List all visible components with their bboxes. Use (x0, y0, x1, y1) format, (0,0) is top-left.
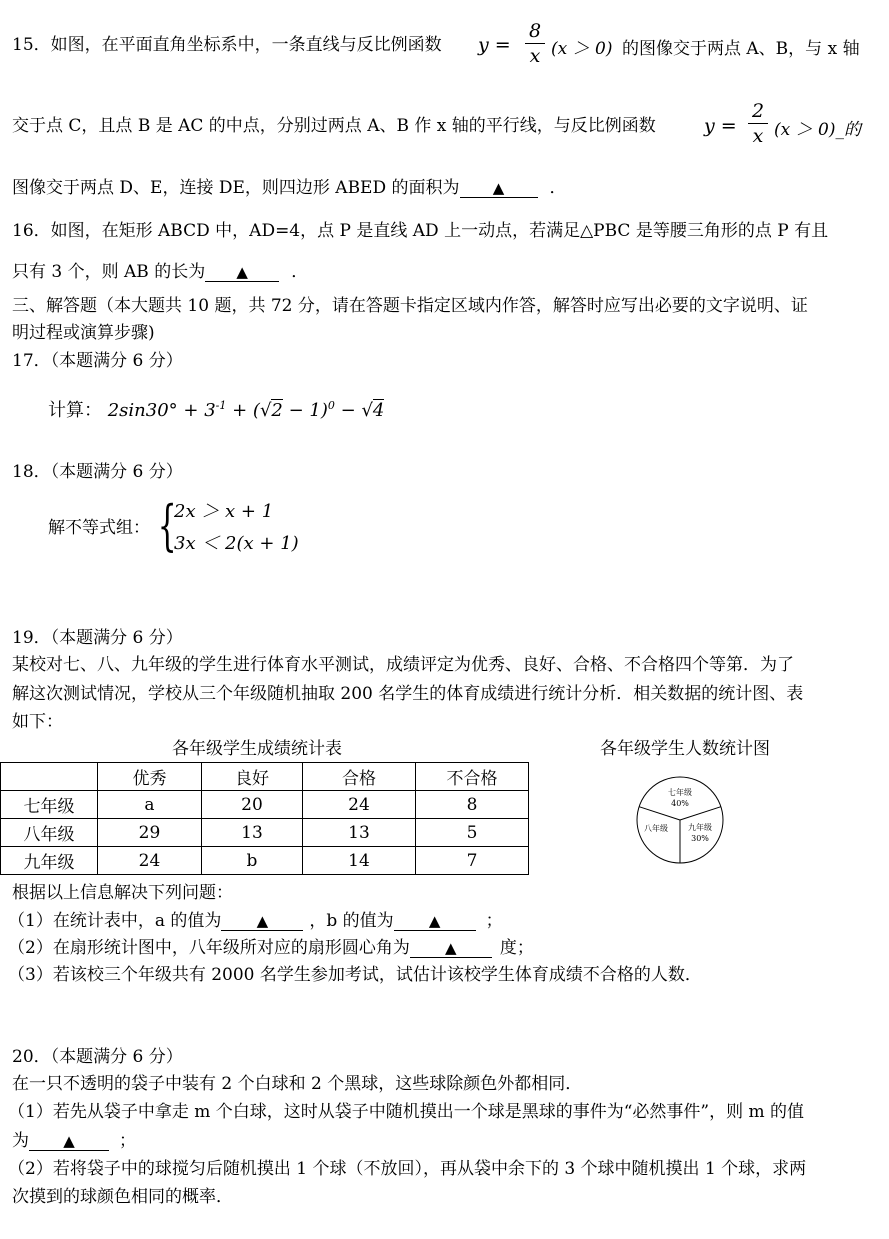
q15-line3 (12, 177, 567, 199)
q17-sqrt2: 2 (271, 400, 283, 421)
q15-func1-fraction (525, 20, 545, 67)
table-header-row (1, 763, 529, 791)
table-cell: 5 (416, 819, 529, 847)
q15-func2-cond: (x ＞ 0)_的 (774, 120, 861, 140)
q15-answer-blank[interactable]: ▲ (460, 179, 538, 198)
q20-line3-a: 为 (12, 1131, 29, 1151)
table-cell: 29 (98, 819, 202, 847)
q17-title: 17．（本题满分 6 分） (12, 351, 183, 371)
pie-label-grade7: 七年级 (668, 788, 692, 797)
q15-func2-fraction (748, 100, 768, 147)
table-cell: b (202, 847, 303, 875)
pie-label-grade9: 九年级 (688, 823, 712, 832)
q18-brace: { (157, 494, 177, 557)
q15-line3-text: 图像交于两点 D、E，连接 DE，则四边形 ABED 的面积为 (12, 178, 460, 198)
q19-b-blank[interactable]: ▲ (394, 912, 476, 931)
q18-ineq2: 3x ＜ 2(x + 1) (174, 533, 299, 554)
grade-pie-chart (630, 775, 730, 865)
q15-func2-num: 2 (751, 100, 765, 122)
q17-expr-exp: -1 (215, 399, 227, 412)
table-row (1, 791, 529, 819)
q20-title: 20．（本题满分 6 分） (12, 1047, 183, 1067)
q15-func1-num: 8 (528, 20, 542, 42)
q18-ineq1: 2x ＞ x + 1 (174, 501, 274, 522)
q15-line2: 交于点 C，且点 B 是 AC 的中点，分别过两点 A、B 作 x 轴的平行线，与反比例函数 (12, 116, 656, 136)
q19-a-blank[interactable]: ▲ (221, 912, 303, 931)
q19-line1: 某校对七、八、九年级的学生进行体育水平测试，成绩评定为优秀、良好、合格、不合格四个等第．为了 (12, 655, 794, 675)
table-cell: 八年级 (1, 819, 98, 847)
q20-m-blank[interactable]: ▲ (29, 1132, 109, 1151)
table-header-cell: 合格 (303, 763, 416, 791)
q20-line5: 次摸到的球颜色相同的概率． (12, 1187, 233, 1207)
q20-line3-b: ； (119, 1131, 136, 1151)
q15-line1 (12, 34, 442, 56)
q16-line2-end: ． (291, 262, 309, 282)
table-cell: 13 (202, 819, 303, 847)
table-cell: 20 (202, 791, 303, 819)
section3-line2: 明过程或演算步骤) (12, 323, 155, 343)
q17-expr-a: 2sin30° + 3 (107, 400, 216, 421)
q15-func2-den: x (752, 125, 764, 147)
q16-answer-blank[interactable]: ▲ (205, 263, 279, 282)
table-cell: 8 (416, 791, 529, 819)
table-cell: 九年级 (1, 847, 98, 875)
q15-func2-y: y = (704, 115, 737, 137)
q19-chart-title: 各年级学生人数统计图 (600, 739, 770, 759)
q15-func1-cond: (x ＞ 0) (551, 39, 613, 59)
q20-line4: （2）若将袋子中的球搅匀后随机摸出 1 个球（不放回），再从袋中余下的 3 个球中随机摸出 1 个球，求两 (8, 1159, 807, 1179)
q19-p1-a: （1）在统计表中，a 的值为 (8, 911, 222, 931)
q18-title: 18．（本题满分 6 分） (12, 462, 183, 482)
table-cell: 24 (98, 847, 202, 875)
q19-line2: 解这次测试情况，学校从三个年级随机抽取 200 名学生的体育成绩进行统计分析．相关数据的统计图、表 (12, 684, 804, 704)
q17-sqrt4: 4 (372, 400, 385, 421)
pie-label-grade8: 八年级 (644, 824, 668, 833)
pie-label-grade7-pct: 40% (671, 799, 689, 808)
table-row (1, 847, 529, 875)
q17-label: 计算： (48, 400, 102, 421)
q20-line1: 在一只不透明的袋子中装有 2 个白球和 2 个黑球，这些球除颜色外都相同． (12, 1074, 583, 1094)
q19-p2-a: （2）在扇形统计图中，八年级所对应的扇形圆心角为 (8, 938, 410, 958)
q15-func1-y: y = (478, 34, 511, 56)
q19-table-title: 各年级学生成绩统计表 (172, 739, 342, 759)
table-header-cell: 不合格 (416, 763, 529, 791)
q19-title: 19．（本题满分 6 分） (12, 628, 183, 648)
q17-expression: 计算： $2\sin 30^\circ + 3^{-1} + (√2 - 1)^0 - √4$ (48, 399, 385, 421)
q16-line2 (12, 261, 308, 283)
q15-line1-b: 的图像交于两点 A、B，与 x 轴 (622, 39, 860, 59)
table-header-cell (1, 763, 98, 791)
table-cell: 13 (303, 819, 416, 847)
q19-line3: 如下： (12, 712, 63, 732)
q19-p1-b: ，b 的值为 (309, 911, 394, 931)
table-cell: 24 (303, 791, 416, 819)
q15-text-a: 15．如图，在平面直角坐标系中，一条直线与反比例函数 (12, 35, 442, 55)
q18-label: 解不等式组： (48, 518, 150, 538)
q17-expr-b: + ( (232, 400, 260, 421)
table-row (1, 819, 529, 847)
q17-expr-d: − (340, 400, 356, 421)
table-header-cell: 良好 (202, 763, 303, 791)
table-cell: 14 (303, 847, 416, 875)
q17-expr-exp2: 0 (327, 399, 335, 412)
q19-part3: （3）若该校三个年级共有 2000 名学生参加考试，试估计该校学生体育成绩不合格的人数． (8, 965, 702, 985)
q19-p1-c: ； (485, 911, 503, 931)
q17-expr-c: − 1) (288, 400, 328, 421)
q19-intro: 根据以上信息解决下列问题： (12, 883, 233, 903)
q19-angle-blank[interactable]: ▲ (410, 939, 492, 958)
q16-line1: 16．如图，在矩形 ABCD 中，AD=4，点 P 是直线 AD 上一动点，若满足△PBC 是等腰三角形的点 P 有且 (12, 221, 829, 241)
table-header-cell: 优秀 (98, 763, 202, 791)
pie-label-grade9-pct: 30% (691, 834, 709, 843)
q15-line3-end: ． (549, 178, 567, 198)
section3-line1: 三、解答题（本大题共 10 题，共 72 分，请在答题卡指定区域内作答，解答时应写出必要的文字说明、证 (12, 296, 808, 316)
q19-part1 (8, 910, 503, 932)
grade-stats-table (0, 762, 529, 875)
table-cell: 七年级 (1, 791, 98, 819)
q19-part2 (8, 937, 534, 959)
q15-func1-den: x (529, 45, 541, 67)
q16-line2-text: 只有 3 个，则 AB 的长为 (12, 262, 206, 282)
q20-line2: （1）若先从袋子中拿走 m 个白球，这时从袋子中随机摸出一个球是黑球的事件为“必然事件”，则 m 的值 (8, 1102, 805, 1122)
q19-p2-b: 度； (499, 938, 534, 958)
q20-line3 (12, 1130, 136, 1152)
table-cell: 7 (416, 847, 529, 875)
table-cell: a (98, 791, 202, 819)
